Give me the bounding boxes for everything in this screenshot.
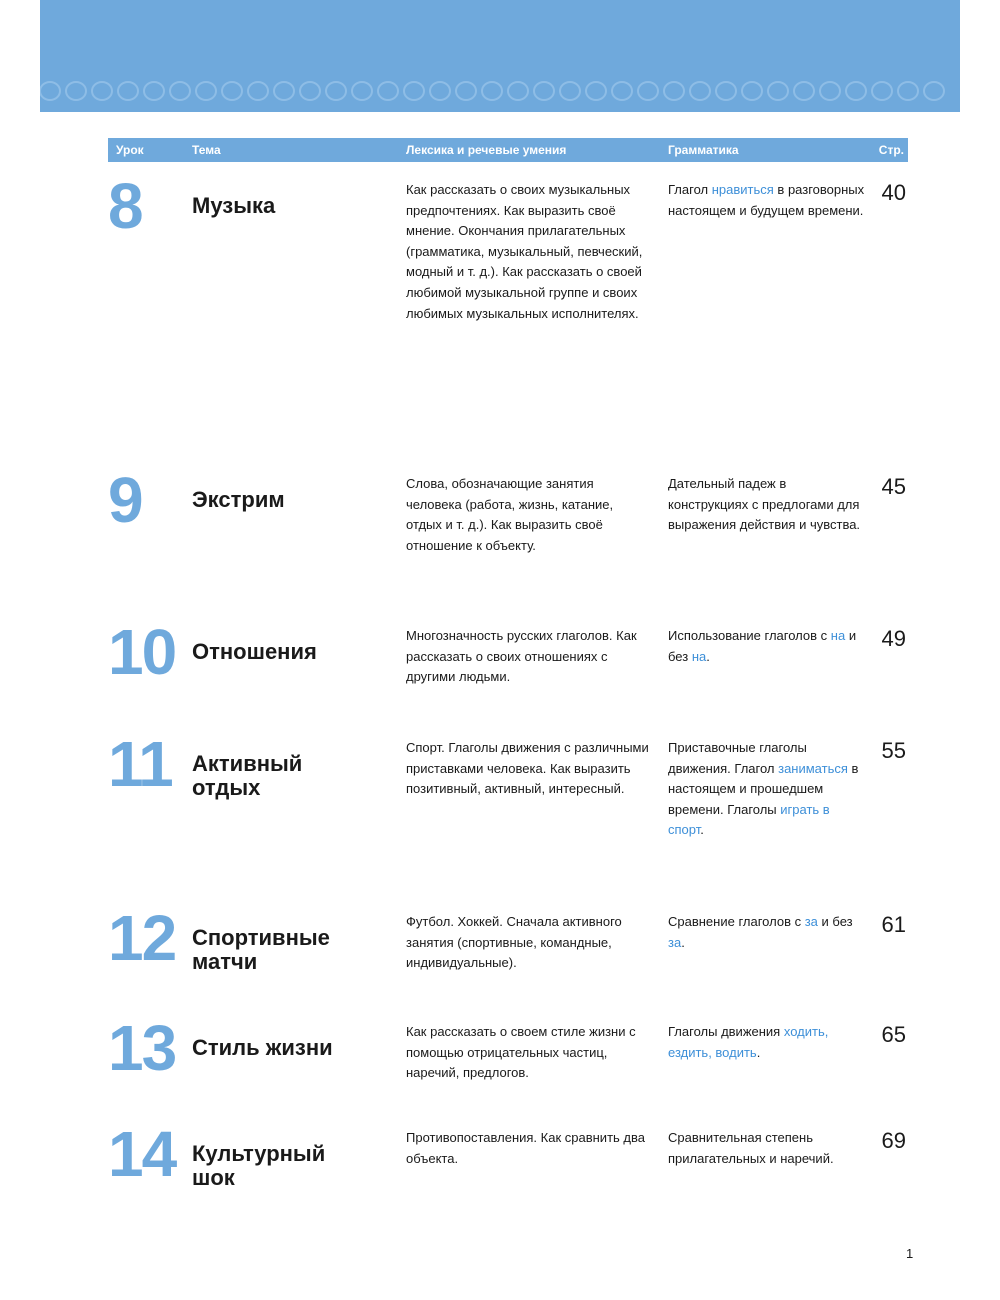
header-grammar: Грамматика [668, 143, 739, 157]
unit-page-number: 49 [881, 626, 906, 651]
unit-grammar [668, 1128, 868, 1169]
unit-number: 8 [108, 170, 142, 242]
grammar-highlight: на [691, 648, 707, 664]
unit-vocab: Противопоставления. Как сравнить два объекта. [406, 1130, 645, 1166]
grammar-text: и без [817, 914, 853, 929]
grammar-highlight: заниматься [778, 760, 848, 776]
grammar-text: . [706, 648, 710, 664]
unit-grammar [668, 912, 868, 953]
unit-vocab: Слова, обозначающие занятия человека (работа, жизнь, катание, отдых и т. д.). Как выразить своё отношение к объекту. [406, 476, 614, 553]
unit-page-number: 55 [881, 738, 906, 763]
grammar-highlight: играть в спорт [668, 801, 830, 838]
unit-vocab: Футбол. Хоккей. Сначала активного занятия (спортивные, командные, индивидуальные). [406, 914, 622, 971]
unit-topic: Активный отдых [192, 751, 303, 800]
unit-vocab: Как рассказать о своем стиле жизни с помощью отрицательных частиц, наречий, предлогов. [406, 1024, 636, 1081]
unit-topic: Стиль жизни [192, 1035, 333, 1060]
table-header [108, 138, 908, 162]
grammar-text: в настоящем и прошедшем времени. Глаголы [668, 760, 859, 817]
grammar-text: в разговорных настоящем и будущем времени. [668, 182, 865, 218]
unit-vocab: Спорт. Глаголы движения с различными приставками человека. Как выразить позитивный, активный, интересный. [406, 740, 649, 797]
unit-vocab: Как рассказать о своих музыкальных предпочтениях. Как выразить своё мнение. Окончания прилагательных (грамматика, музыкальный, певческий, модный и т. д.). Как рассказать о своей любимой музыкальной группе и своих любимых музыкальных исполнителях. [406, 182, 643, 321]
unit-topic: Отношения [192, 639, 317, 664]
unit-grammar [668, 626, 868, 667]
grammar-text: . [700, 822, 704, 838]
unit-page-number: 69 [881, 1128, 906, 1153]
grammar-text: Глаголы движения [668, 1024, 784, 1039]
grammar-highlight: за [668, 934, 682, 950]
grammar-text: . [756, 1044, 761, 1060]
unit-number: 14 [108, 1118, 176, 1190]
header-vocab: Лексика и речевые умения [406, 143, 567, 157]
unit-number: 9 [108, 464, 142, 536]
grammar-text: Использование глаголов с [668, 628, 831, 643]
grammar-text: Дательный падеж в конструкциях с предлогами для выражения действия и чувства. [668, 476, 861, 533]
unit-grammar [668, 1022, 868, 1063]
grammar-highlight: ходить, ездить, водить [668, 1024, 829, 1060]
header-unit: Урок [116, 143, 144, 157]
unit-topic: Спортивные матчи [192, 925, 330, 974]
unit-number: 13 [108, 1012, 176, 1084]
grammar-highlight: за [804, 914, 818, 929]
header-topic: Тема [192, 143, 221, 157]
unit-grammar [668, 474, 868, 536]
unit-topic: Культурный шок [192, 1141, 326, 1190]
unit-topic: Музыка [192, 193, 276, 218]
unit-number: 10 [108, 616, 176, 688]
grammar-text: . [681, 934, 685, 950]
unit-page-number: 61 [881, 912, 906, 937]
unit-vocab: Многозначность русских глаголов. Как рассказать о своих отношениях с другими людьми. [406, 628, 637, 685]
unit-grammar [668, 180, 868, 221]
grammar-text: Глагол [668, 182, 712, 197]
unit-number: 12 [108, 902, 176, 974]
grammar-highlight: нравиться [711, 182, 774, 197]
header-banner [40, 0, 960, 112]
unit-page-number: 65 [881, 1022, 906, 1047]
grammar-text: Приставочные глаголы движения. Глагол [668, 740, 807, 776]
unit-topic: Экстрим [192, 487, 285, 512]
page-folio: 1 [906, 1246, 914, 1261]
grammar-highlight: на [830, 628, 846, 643]
unit-page-number: 45 [881, 474, 906, 499]
unit-page-number: 40 [881, 180, 906, 205]
unit-number: 11 [108, 728, 172, 800]
unit-grammar [668, 738, 868, 841]
grammar-text: Сравнительная степень прилагательных и наречий. [668, 1130, 834, 1166]
header-page: Стр. [878, 143, 904, 157]
ornament-pattern [40, 76, 960, 106]
grammar-text: и без [668, 628, 857, 664]
grammar-text: Сравнение глаголов с [668, 914, 805, 929]
